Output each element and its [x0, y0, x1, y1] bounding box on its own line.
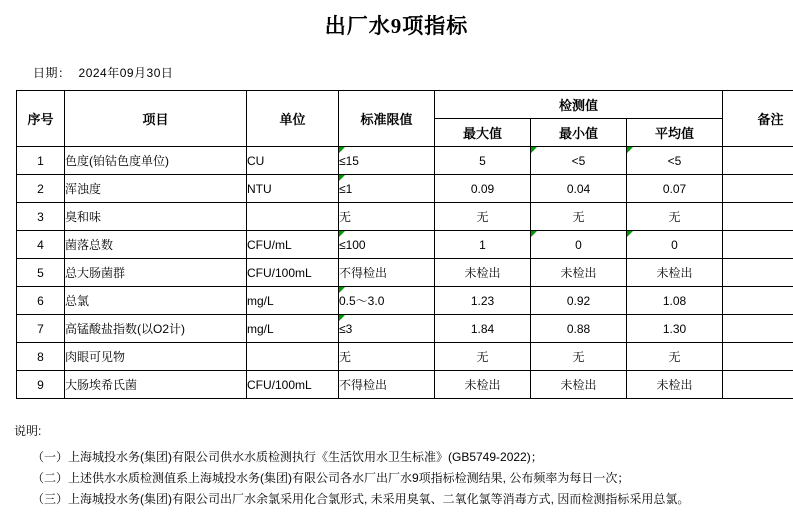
date-label: 日期： [33, 64, 71, 81]
cell-limit: 无 [339, 343, 435, 371]
cell-avg: 0 [627, 231, 723, 259]
cell-min: 0 [531, 231, 627, 259]
notes-title: 说明: [14, 421, 793, 442]
date-line [33, 64, 793, 81]
cell-min: 无 [531, 203, 627, 231]
notes-line: （一）上海城投水务(集团)有限公司供水水质检测执行《生活饮用水卫生标准》(GB5749-2022)； [32, 447, 793, 468]
cell-min: <5 [531, 147, 627, 175]
cell-unit: CFU/100mL [247, 371, 339, 399]
cell-avg: 无 [627, 343, 723, 371]
cell-item: 高锰酸盐指数(以O2计) [65, 315, 247, 343]
cell-avg: <5 [627, 147, 723, 175]
cell-max: 5 [435, 147, 531, 175]
cell-item: 肉眼可见物 [65, 343, 247, 371]
cell-min: 未检出 [531, 259, 627, 287]
cell-limit: ≤100 [339, 231, 435, 259]
cell-item: 菌落总数 [65, 231, 247, 259]
header-avg: 平均值 [627, 119, 723, 147]
cell-avg: 无 [627, 203, 723, 231]
document-page [0, 10, 793, 521]
cell-max: 1.23 [435, 287, 531, 315]
cell-unit [247, 343, 339, 371]
header-limit: 标准限值 [339, 91, 435, 147]
cell-limit: ≤15 [339, 147, 435, 175]
cell-item: 总大肠菌群 [65, 259, 247, 287]
notes-section [14, 421, 793, 510]
table-row [17, 203, 793, 231]
cell-limit: 0.5～3.0 [339, 287, 435, 315]
cell-note [723, 371, 793, 399]
date-value: 2024年09月30日 [79, 64, 174, 81]
cell-avg: 0.07 [627, 175, 723, 203]
cell-note [723, 203, 793, 231]
cell-index: 9 [17, 371, 65, 399]
cell-limit: ≤3 [339, 315, 435, 343]
cell-item: 臭和味 [65, 203, 247, 231]
table-row [17, 147, 793, 175]
cell-index: 7 [17, 315, 65, 343]
cell-min: 无 [531, 343, 627, 371]
cell-item: 色度(铂钴色度单位) [65, 147, 247, 175]
notes-line: （二）上述供水水质检测值系上海城投水务(集团)有限公司各水厂出厂水9项指标检测结果, 公布频率为每日一次； [32, 468, 793, 489]
indicators-table [16, 90, 793, 399]
notes-line: （三）上海城投水务(集团)有限公司出厂水余氯采用化合氯形式, 未采用臭氧、二氧化氯等消毒方式, 因而检测指标采用总氯。 [32, 489, 793, 510]
table-row [17, 231, 793, 259]
cell-note [723, 231, 793, 259]
cell-note [723, 175, 793, 203]
cell-limit: 无 [339, 203, 435, 231]
cell-item: 大肠埃希氏菌 [65, 371, 247, 399]
cell-limit: 不得检出 [339, 371, 435, 399]
table-row [17, 175, 793, 203]
cell-limit: ≤1 [339, 175, 435, 203]
cell-index: 8 [17, 343, 65, 371]
table-head [17, 91, 793, 147]
header-item: 项目 [65, 91, 247, 147]
cell-limit: 不得检出 [339, 259, 435, 287]
cell-avg: 未检出 [627, 259, 723, 287]
cell-note [723, 343, 793, 371]
header-min: 最小值 [531, 119, 627, 147]
header-max: 最大值 [435, 119, 531, 147]
cell-index: 5 [17, 259, 65, 287]
cell-item: 浑浊度 [65, 175, 247, 203]
cell-avg: 1.08 [627, 287, 723, 315]
cell-avg: 1.30 [627, 315, 723, 343]
cell-max: 无 [435, 203, 531, 231]
cell-min: 0.04 [531, 175, 627, 203]
cell-unit: NTU [247, 175, 339, 203]
cell-min: 0.88 [531, 315, 627, 343]
table-body [17, 147, 793, 399]
cell-min: 0.92 [531, 287, 627, 315]
cell-index: 1 [17, 147, 65, 175]
table-row [17, 343, 793, 371]
header-unit: 单位 [247, 91, 339, 147]
cell-item: 总氯 [65, 287, 247, 315]
table-row [17, 259, 793, 287]
cell-note [723, 147, 793, 175]
cell-min: 未检出 [531, 371, 627, 399]
cell-unit: CFU/mL [247, 231, 339, 259]
cell-max: 1.84 [435, 315, 531, 343]
cell-unit: CFU/100mL [247, 259, 339, 287]
cell-unit: CU [247, 147, 339, 175]
cell-index: 6 [17, 287, 65, 315]
table-row [17, 371, 793, 399]
header-note: 备注 [723, 91, 793, 147]
cell-index: 2 [17, 175, 65, 203]
cell-note [723, 259, 793, 287]
cell-max: 未检出 [435, 371, 531, 399]
page-title: 出厂水9项指标 [0, 10, 793, 40]
cell-index: 4 [17, 231, 65, 259]
header-index: 序号 [17, 91, 65, 147]
cell-max: 1 [435, 231, 531, 259]
cell-max: 未检出 [435, 259, 531, 287]
cell-note [723, 315, 793, 343]
cell-unit [247, 203, 339, 231]
cell-unit: mg/L [247, 287, 339, 315]
cell-max: 0.09 [435, 175, 531, 203]
header-detect-group: 检测值 [435, 91, 723, 119]
table-row [17, 315, 793, 343]
cell-unit: mg/L [247, 315, 339, 343]
cell-index: 3 [17, 203, 65, 231]
cell-note [723, 287, 793, 315]
cell-max: 无 [435, 343, 531, 371]
table-row [17, 287, 793, 315]
table-header-row-1 [17, 91, 793, 119]
cell-avg: 未检出 [627, 371, 723, 399]
